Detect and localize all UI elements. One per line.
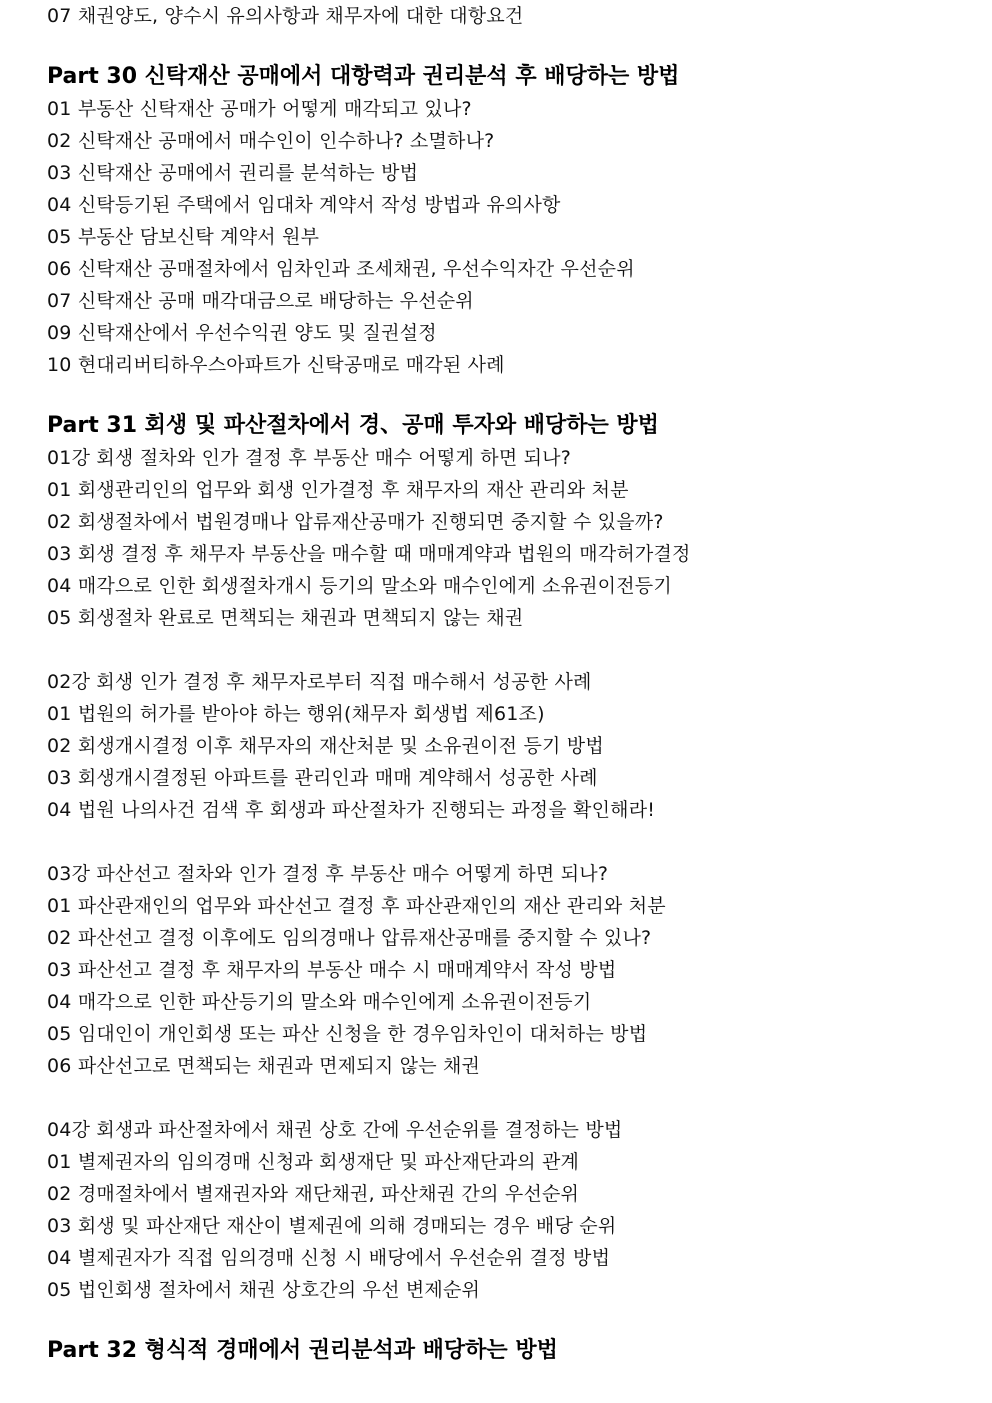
list-item: 01 부동산 신탁재산 공매가 어떻게 매각되고 있나? bbox=[47, 98, 472, 120]
part-32-heading: Part 32 형식적 경매에서 권리분석과 배당하는 방법 bbox=[47, 1338, 558, 1363]
list-item: 02 경매절차에서 별재권자와 재단채권, 파산채권 간의 우선순위 bbox=[47, 1183, 580, 1205]
list-item: 03 회생 및 파산재단 재산이 별제권에 의해 경매되는 경우 배당 순위 bbox=[47, 1215, 617, 1237]
part-30-heading: Part 30 신탁재산 공매에서 대항력과 권리분석 후 배당하는 방법 bbox=[47, 64, 680, 89]
list-item: 05 부동산 담보신탁 계약서 원부 bbox=[47, 226, 320, 248]
lesson-title: 02강 회생 인가 결정 후 채무자로부터 직접 매수해서 성공한 사례 bbox=[47, 671, 592, 693]
list-item: 01 별제권자의 임의경매 신청과 회생재단 및 파산재단과의 관계 bbox=[47, 1151, 580, 1173]
spacer bbox=[47, 1082, 967, 1114]
part-31-heading: Part 31 회생 및 파산절차에서 경、공매 투자와 배당하는 방법 bbox=[47, 413, 659, 438]
document-page bbox=[47, 0, 967, 1367]
list-item: 09 신탁재산에서 우선수익권 양도 및 질권설정 bbox=[47, 322, 437, 344]
spacer bbox=[47, 32, 967, 61]
list-item: 01 파산관재인의 업무와 파산선고 결정 후 파산관재인의 재산 관리와 처분 bbox=[47, 895, 666, 917]
list-item: 05 법인회생 절차에서 채권 상호간의 우선 변제순위 bbox=[47, 1279, 481, 1301]
list-item: 03 파산선고 결정 후 채무자의 부동산 매수 시 매매계약서 작성 방법 bbox=[47, 959, 617, 981]
list-item: 04 별제권자가 직접 임의경매 신청 시 배당에서 우선순위 결정 방법 bbox=[47, 1247, 611, 1269]
list-item: 10 현대리버티하우스아파트가 신탁공매로 매각된 사례 bbox=[47, 354, 505, 376]
list-item: 03 회생 결정 후 채무자 부동산을 매수할 때 매매계약과 법원의 매각허가결정 bbox=[47, 543, 691, 565]
list-item: 05 회생절차 완료로 면책되는 채권과 면책되지 않는 채권 bbox=[47, 607, 524, 629]
spacer bbox=[47, 381, 967, 410]
list-item: 02 회생개시결정 이후 채무자의 재산처분 및 소유권이전 등기 방법 bbox=[47, 735, 604, 757]
list-item: 02 회생절차에서 법원경매나 압류재산공매가 진행되면 중지할 수 있을까? bbox=[47, 511, 664, 533]
list-item: 01 법원의 허가를 받아야 하는 행위(채무자 회생법 제61조) bbox=[47, 703, 545, 725]
list-item: 04 법원 나의사건 검색 후 회생과 파산절차가 진행되는 과정을 확인해라! bbox=[47, 799, 656, 821]
list-item: 04 매각으로 인한 파산등기의 말소와 매수인에게 소유권이전등기 bbox=[47, 991, 592, 1013]
part-32-section bbox=[47, 1335, 967, 1367]
list-item: 07 신탁재산 공매 매각대금으로 배당하는 우선순위 bbox=[47, 290, 474, 312]
part-31-section bbox=[47, 410, 967, 1306]
part-30-section bbox=[47, 61, 967, 381]
list-item: 02 신탁재산 공매에서 매수인이 인수하나? 소멸하나? bbox=[47, 130, 495, 152]
list-item: 06 신탁재산 공매절차에서 임차인과 조세채권, 우선수익자간 우선순위 bbox=[47, 258, 635, 280]
lesson-title: 01강 회생 절차와 인가 결정 후 부동산 매수 어떻게 하면 되나? bbox=[47, 447, 571, 469]
list-item: 03 신탁재산 공매에서 권리를 분석하는 방법 bbox=[47, 162, 419, 184]
list-item: 01 회생관리인의 업무와 회생 인가결정 후 채무자의 재산 관리와 처분 bbox=[47, 479, 629, 501]
list-item: 06 파산선고로 면책되는 채권과 면제되지 않는 채권 bbox=[47, 1055, 481, 1077]
list-item: 05 임대인이 개인회생 또는 파산 신청을 한 경우임차인이 대처하는 방법 bbox=[47, 1023, 648, 1045]
list-item: 02 파산선고 결정 이후에도 임의경매나 압류재산공매를 중지할 수 있나? bbox=[47, 927, 652, 949]
spacer bbox=[47, 826, 967, 858]
list-item: 04 신탁등기된 주택에서 임대차 계약서 작성 방법과 유의사항 bbox=[47, 194, 561, 216]
lesson-title: 04강 회생과 파산절차에서 채권 상호 간에 우선순위를 결정하는 방법 bbox=[47, 1119, 623, 1141]
list-item: 07 채권양도, 양수시 유의사항과 채무자에 대한 대항요건 bbox=[47, 5, 524, 27]
lesson-title: 03강 파산선고 절차와 인가 결정 후 부동산 매수 어떻게 하면 되나? bbox=[47, 863, 609, 885]
spacer bbox=[47, 634, 967, 666]
spacer bbox=[47, 1306, 967, 1335]
list-item: 03 회생개시결정된 아파트를 관리인과 매매 계약해서 성공한 사례 bbox=[47, 767, 598, 789]
list-item: 04 매각으로 인한 회생절차개시 등기의 말소와 매수인에게 소유권이전등기 bbox=[47, 575, 672, 597]
